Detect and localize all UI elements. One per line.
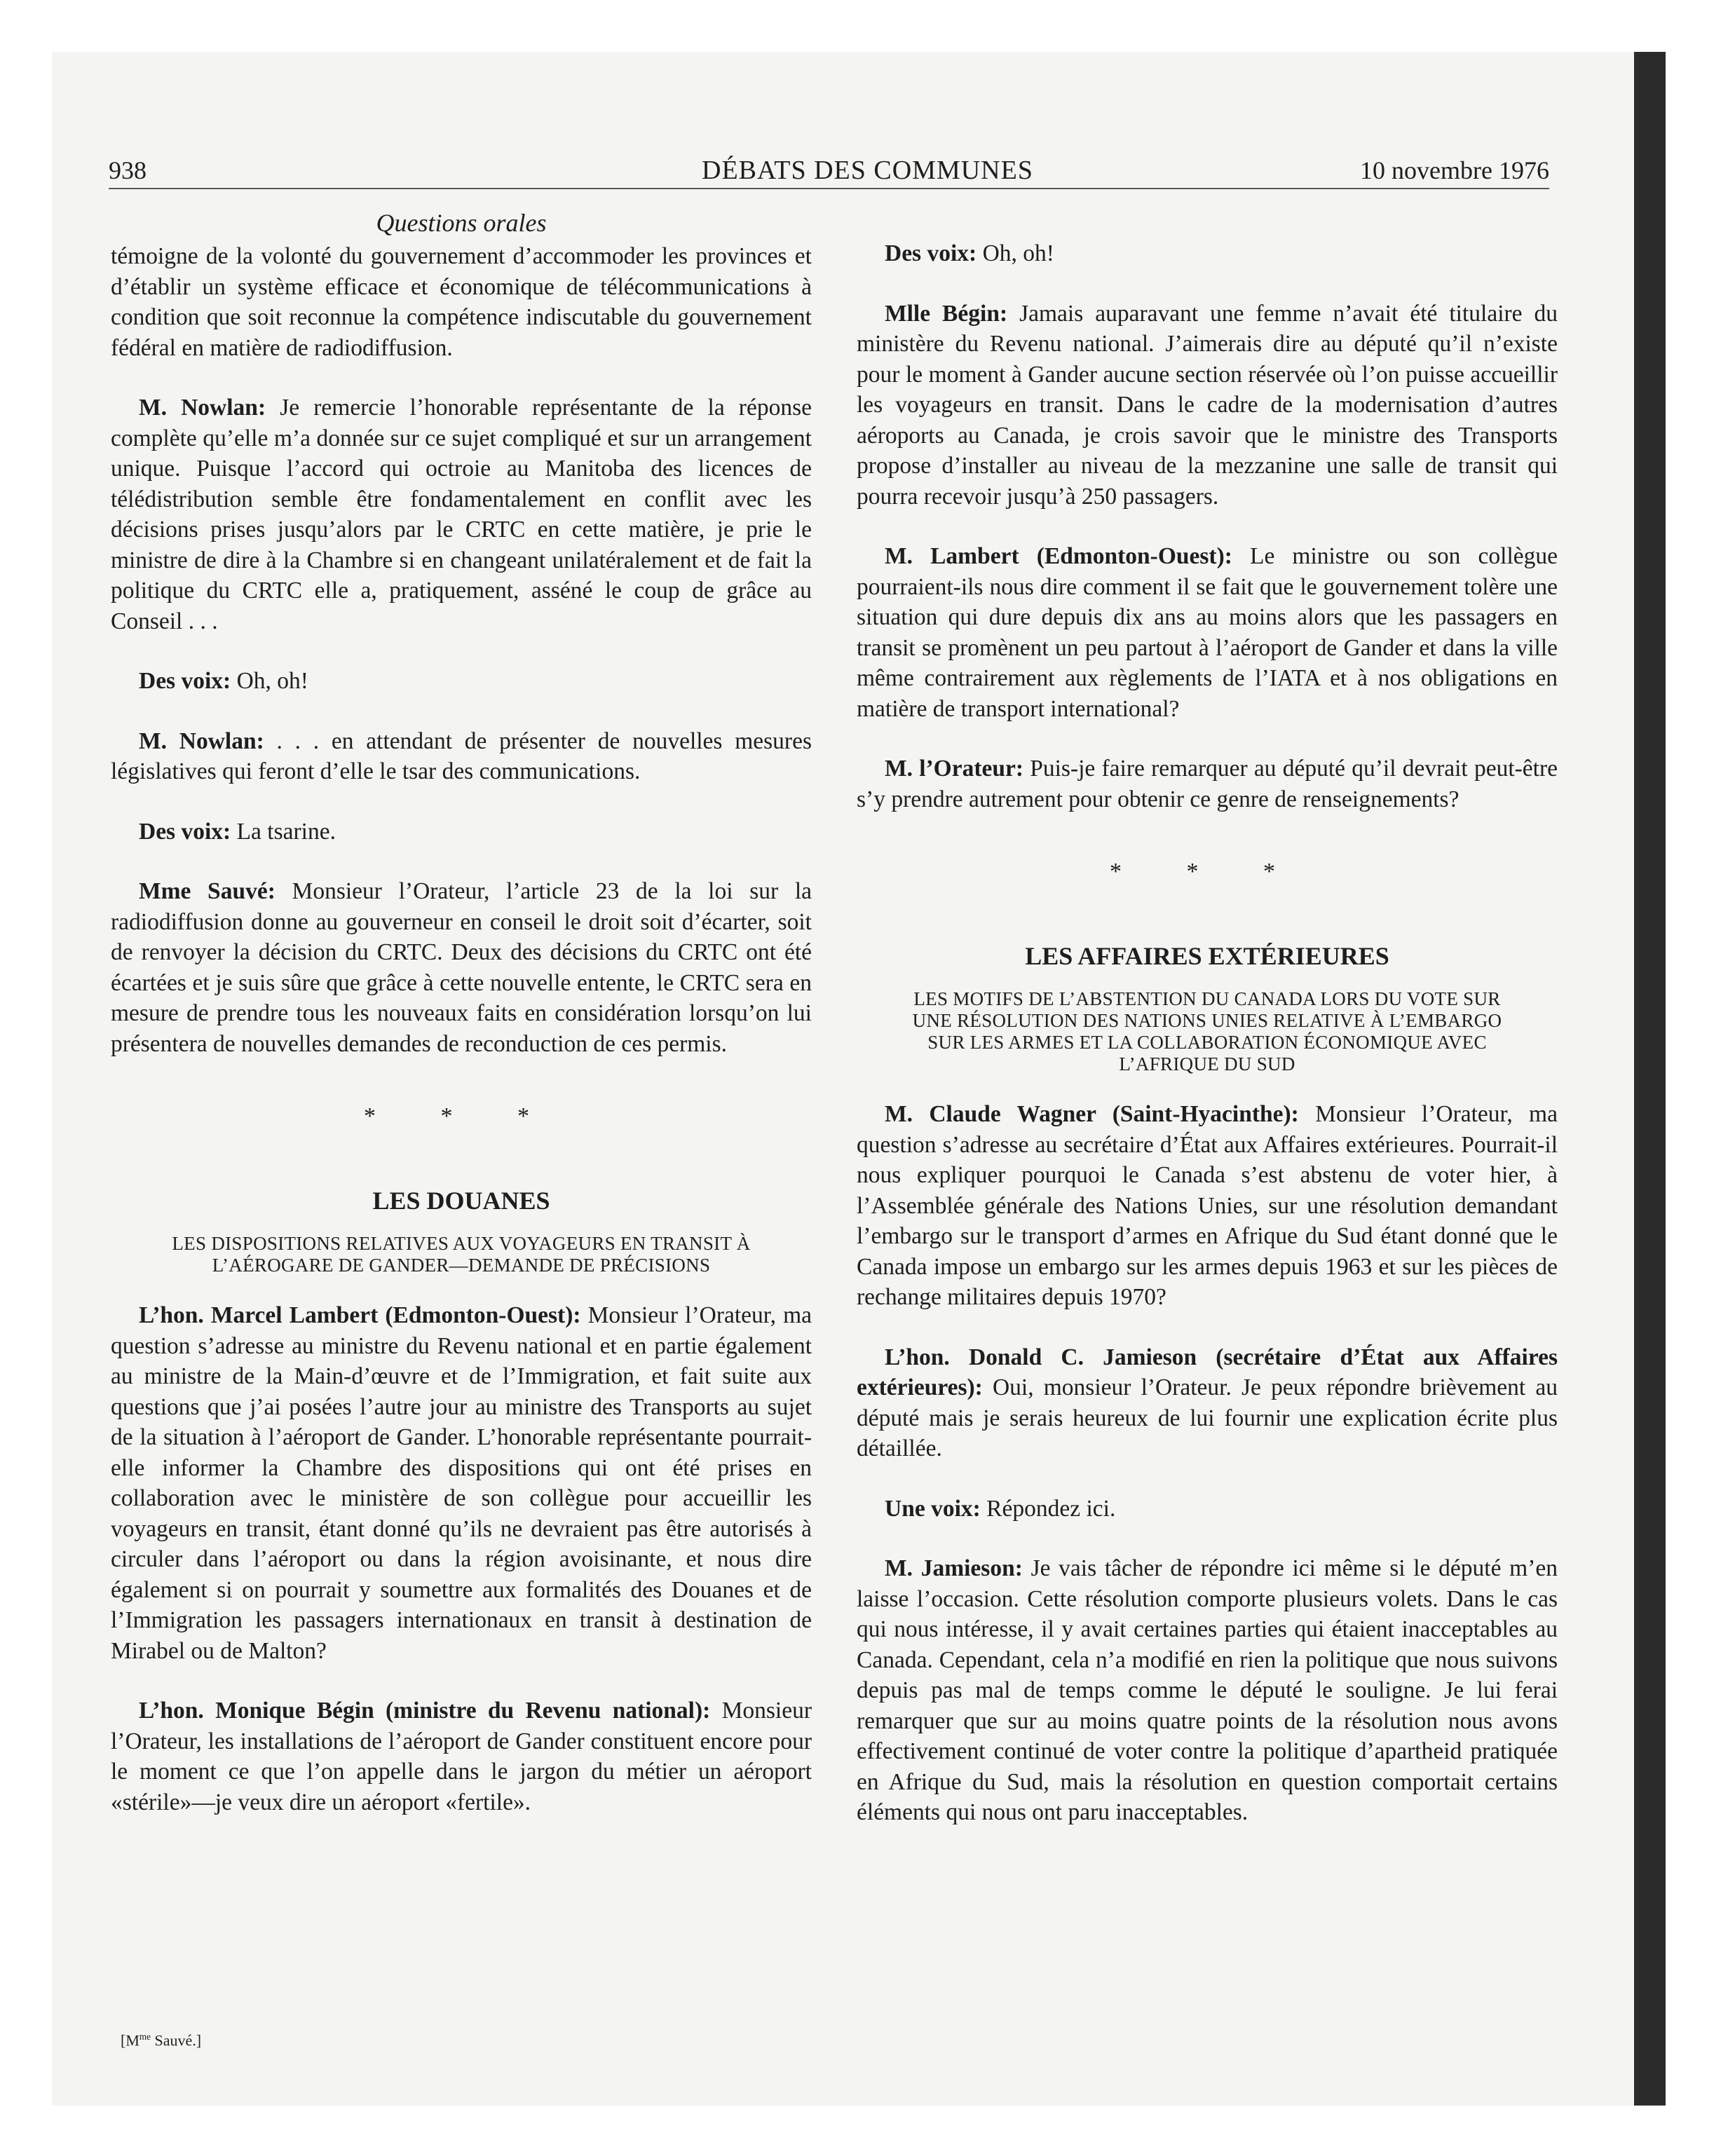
paragraph: L’hon. Monique Bégin (ministre du Revenu national): Monsieur l’Orateur, les installations de l’aéroport de Gander constituent encore pour le moment ce que l’on appelle dans le jargon du métier un aéroport «stérile»—je veux dire un aéroport «fertile».	[111, 1698, 812, 1815]
speaker: M. l’Orateur:	[885, 756, 1024, 782]
section-subtitle: LES MOTIFS DE L’ABSTENTION DU CANADA LORS DU VOTE SUR UNE RÉSOLUTION DES NATIONS UNIES RELATIVE À L’EMBARGO SUR LES ARMES ET LA COLLABORATION ÉCONOMIQUE AVEC L’AFRIQUE DU SUD	[912, 988, 1502, 1074]
speaker: Mlle Bégin:	[885, 300, 1008, 327]
page-number: 938	[109, 156, 147, 184]
speaker: Des voix:	[139, 818, 231, 845]
header-rule	[109, 188, 1549, 189]
paragraph: Des voix: La tsarine.	[139, 818, 336, 845]
right-column	[857, 238, 1558, 1828]
speaker: M. Jamieson:	[885, 1555, 1023, 1581]
speaker: M. Nowlan:	[139, 728, 264, 754]
section-separator: * * *	[364, 1103, 559, 1129]
paragraph: Des voix: Oh, oh!	[139, 668, 308, 694]
paragraph: M. Nowlan: Je remercie l’honorable représentante de la réponse complète qu’elle m’a donnée sur ce sujet compliqué et sur un arrangement unique. Puisque l’accord qui octroie au Manitoba des licences de télédistribution semble être fondamentalement en conflit avec les décisions prises jusqu’alors par le CRTC en cette matière, je prie le ministre de dire à la Chambre si en changeant unilatéralement et de fait la politique du CRTC elle a, pratiquement, asséné le coup de grâce au Conseil . . .	[111, 395, 812, 634]
section-subtitle: LES DISPOSITIONS RELATIVES AUX VOYAGEURS EN TRANSIT À L’AÉROGARE DE GANDER—DEMANDE DE PRÉCISIONS	[172, 1233, 751, 1276]
speaker: L’hon. Marcel Lambert (Edmonton-Ouest):	[139, 1302, 581, 1328]
running-title: DÉBATS DES COMMUNES	[702, 156, 1033, 185]
paragraph: Des voix: Oh, oh!	[885, 240, 1054, 266]
speaker: M. Claude Wagner (Saint-Hyacinthe):	[885, 1101, 1299, 1127]
paragraph: Mme Sauvé: Monsieur l’Orateur, l’article 23 de la loi sur la radiodiffusion donne au gouverneur en conseil le droit soit d’écarter, soit de renvoyer la décision du CRTC. Deux des décisions du CRTC ont été écartées et je suis sûre que grâce à cette nouvelle entente, le CRTC sera en mesure de prendre tous les nouveaux faits en considération lorsqu’on lui présentera de nouvelles demandes de reconduction de ces permis.	[111, 878, 812, 1057]
speaker: Mme Sauvé:	[139, 878, 275, 904]
speaker: L’hon. Donald C. Jamieson (secrétaire d’État aux Affaires extérieures):	[857, 1344, 1558, 1400]
speaker: Une voix:	[885, 1495, 981, 1522]
paragraph: M. Claude Wagner (Saint-Hyacinthe): Monsieur l’Orateur, ma question s’adresse au secrétaire d’État aux Affaires extérieures. Pourrait-il nous expliquer pourquoi le Canada s’est abstenu de voter hier, à l’Assemblée générale des Nations Unies, sur une résolution demandant l’embargo sur le transport d’armes en Afrique du Sud étant donné que le Canada impose un embargo sur les armes depuis 1963 et sur les pièces de rechange militaires depuis 1970?	[857, 1101, 1558, 1310]
section-title: LES AFFAIRES EXTÉRIEURES	[1025, 942, 1389, 970]
scan-edge-bar	[1634, 52, 1666, 2106]
paragraph: Mlle Bégin: Jamais auparavant une femme n’avait été titulaire du ministère du Revenu national. J’aimerais dire au député qu’il n’existe pour le moment à Gander aucune section réservée où l’on puisse accueillir les voyageurs en transit. Dans le cadre de la modernisation d’autres aéroports au Canada, je crois savoir que le ministre des Transports propose d’installer au niveau de la mezzanine une salle de transit qui pourra recevoir jusqu’à 250 passagers.	[857, 300, 1558, 510]
paragraph: témoigne de la volonté du gouvernement d’accommoder les provinces et d’établir un système efficace et économique de télécommunications à condition que soit reconnue la compétence indiscutable du gouvernement fédéral en matière de radiodiffusion.	[111, 243, 812, 361]
section-title: LES DOUANES	[372, 1187, 550, 1215]
paragraph: Une voix: Répondez ici.	[885, 1495, 1116, 1522]
paragraph: M. Jamieson: Je vais tâcher de répondre ici même si le député m’en laisse l’occasion. Cette résolution comporte plusieurs volets. Dans le cas qui nous intéresse, il y avait certaines parties qui étaient inacceptables au Canada. Cependant, cela n’a modifié en rien la politique que nous suivons depuis pas mal de temps comme le député le souligne. Je lui ferai remarquer que sur au moins quatre points de la résolution nous avons effectivement continué de voter contre la politique d’apartheid pratiquée en Afrique du Sud, mais la résolution en question comportait certains éléments qui nous ont paru inacceptables.	[857, 1555, 1558, 1825]
left-column	[111, 207, 812, 1817]
speaker: M. Lambert (Edmonton-Ouest):	[885, 543, 1232, 569]
speaker: Des voix:	[139, 668, 231, 694]
paragraph: M. Lambert (Edmonton-Ouest): Le ministre ou son collègue pourraient-ils nous dire comment il se fait que le gouvernement tolère une situation qui dure depuis dix ans au moins alors que les passagers en transit se promènent un peu partout à l’aéroport de Gander et dans la ville même contrairement aux règlements de l’IATA et à nos obligations en matière de transport international?	[857, 543, 1558, 722]
paragraph: M. Nowlan: . . . en attendant de présenter de nouvelles mesures législatives qui feront d’elle le tsar des communications.	[111, 728, 812, 784]
speaker-note: [$M^{me}$ Sauvé.]	[121, 2031, 202, 2049]
paragraph: M. l’Orateur: Puis-je faire remarquer au député qu’il devrait peut-être s’y prendre autrement pour obtenir ce genre de renseignements?	[857, 756, 1558, 812]
speaker: Des voix:	[885, 240, 977, 266]
rubric: Questions orales	[376, 209, 547, 237]
paragraph: L’hon. Marcel Lambert (Edmonton-Ouest): Monsieur l’Orateur, ma question s’adresse au ministre du Revenu national et en partie également au ministre de la Main-d’œuvre et de l’Immigration, et fait suite aux questions que j’ai posées l’autre jour au ministre des Transports au sujet de la situation à l’aéroport de Gander. L’honorable représentante pourrait-elle informer la Chambre des dispositions qui ont été prises en collaboration avec le ministère de son collègue pour accueillir les voyageurs en transit, étant donné qu’ils ne devraient pas être autorisés à circuler dans l’aéroport ou dans la région avoisinante, et nous dire également si on pourrait y soumettre aux formalités des Douanes et de l’Immigration les passagers internationaux en transit à destination de Mirabel ou de Malton?	[111, 1302, 812, 1664]
page-date: 10 novembre 1976	[1360, 156, 1549, 184]
speaker: L’hon. Monique Bégin (ministre du Revenu national):	[139, 1698, 711, 1724]
section-separator: * * *	[1110, 859, 1305, 885]
speaker: M. Nowlan:	[139, 395, 266, 421]
paragraph: L’hon. Donald C. Jamieson (secrétaire d’État aux Affaires extérieures): Oui, monsieur l’Orateur. Je peux répondre brièvement au député mais je serais heureux de lui fournir une explication écrite plus détaillée.	[857, 1344, 1558, 1461]
